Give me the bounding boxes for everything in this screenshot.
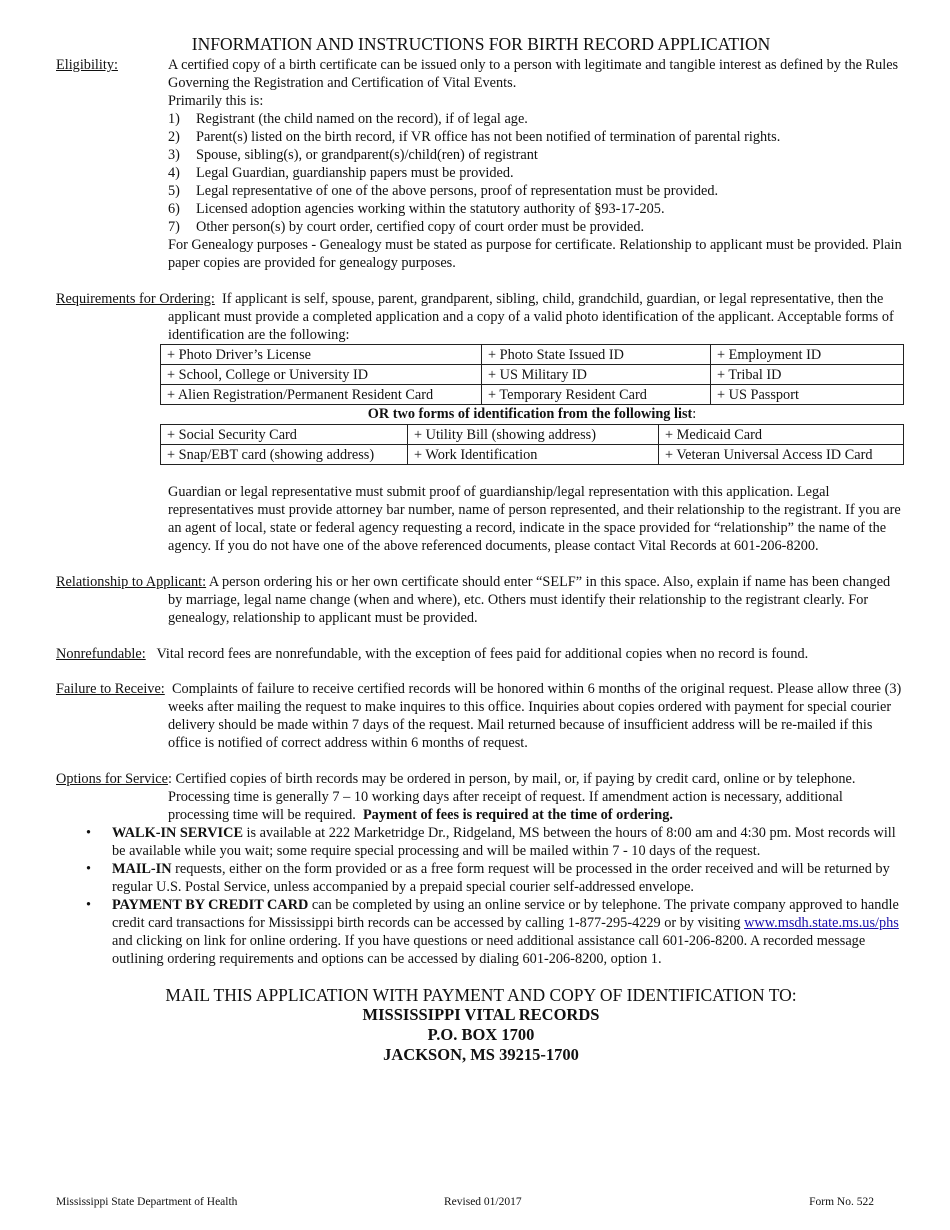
service-options-list — [56, 824, 906, 968]
list-item: 2) Parent(s) listed on the birth record, if VR office has not been notified of termination of parental rights. — [168, 129, 781, 145]
bullet-icon: • — [86, 825, 92, 841]
list-item: 6) Licensed adoption agencies working within the statutory authority of §93-17-205. — [168, 201, 665, 217]
options-label: Options for Service — [56, 771, 168, 787]
table-cell: + US Passport — [711, 385, 904, 405]
bullet-icon: • — [86, 861, 92, 877]
table-row — [161, 445, 904, 465]
footer-revised: Revised 01/2017 — [444, 1196, 522, 1208]
options-bold-text: Payment of fees is required at the time of ordering. — [362, 807, 673, 823]
eligibility-label: Eligibility: — [56, 57, 118, 73]
mail-po-box: P.O. BOX 1700 — [427, 1025, 535, 1044]
document-page — [56, 34, 906, 1065]
table-cell: + Veteran Universal Access ID Card — [659, 445, 904, 465]
list-item: • WALK-IN SERVICE is available at 222 Marketridge Dr., Ridgeland, MS between the hours of 8:00 am and 4:30 pm. Most records will be available while you wait; some require special processing and will be mailed within 7 - 10 days of the request. — [86, 825, 896, 859]
table-cell: + Photo State Issued ID — [482, 345, 711, 365]
msdh-website-link[interactable]: www.msdh.state.ms.us/phs — [744, 915, 899, 931]
guardian-paragraph: Guardian or legal representative must submit proof of guardianship/legal representation with this application. Legal representatives must provide attorney bar number, name of person represented, and their relationship to the registrant. If you are an agent of local, state or federal agency requesting a record, indicate in the space provided for “relationship” the name of the agency. If you do not have one of the above referenced documents, please contact Vital Records at 601-206-8200. — [168, 484, 901, 554]
mail-recipient: MISSISSIPPI VITAL RECORDS — [362, 1005, 600, 1024]
eligibility-list — [168, 110, 906, 236]
footer-department: Mississippi State Department of Health — [56, 1196, 238, 1208]
table-row — [161, 345, 904, 365]
table-cell: + Social Security Card — [161, 425, 408, 445]
eligibility-intro: A certified copy of a birth certificate can be issued only to a person with legitimate and tangible interest as defined by the Rules Governing the Registration and Certification of Vital Events. — [168, 57, 899, 91]
table-cell: + School, College or University ID — [161, 365, 482, 385]
list-item: 3) Spouse, sibling(s), or grandparent(s)/child(ren) of registrant — [168, 147, 538, 163]
table-cell: + Medicaid Card — [659, 425, 904, 445]
relationship-text: A person ordering his or her own certificate should enter “SELF” in this space. Also, explain if name has been changed by marriage, legal name change (when and where), etc. Others must identify their relationship to the registrant clearly. For genealogy, relationship to applicant must be provided. — [168, 574, 891, 626]
nonrefundable-text: Vital record fees are nonrefundable, with the exception of fees paid for additional copies when no record is found. — [156, 646, 809, 662]
list-item: • MAIL-IN requests, either on the form provided or as a free form request will be processed in the order received and will be returned by regular U.S. Postal Service, unless accompanied by a prepaid special courier self-addressed envelope. — [86, 861, 890, 895]
or-two-forms-line: OR two forms of identification from the following list: — [367, 406, 697, 422]
nonrefundable-section — [56, 645, 906, 663]
table-cell: + Utility Bill (showing address) — [408, 425, 659, 445]
table-cell: + Snap/EBT card (showing address) — [161, 445, 408, 465]
failure-label: Failure to Receive: — [56, 681, 165, 697]
eligibility-primarily: Primarily this is: — [168, 93, 264, 109]
nonrefundable-label: Nonrefundable: — [56, 646, 146, 662]
genealogy-note: For Genealogy purposes - Genealogy must be stated as purpose for certificate. Relationship to applicant must be provided. Plain paper copies are provided for genealogy purposes. — [168, 237, 902, 271]
table-cell: + US Military ID — [482, 365, 711, 385]
table-cell: + Temporary Resident Card — [482, 385, 711, 405]
table-cell: + Work Identification — [408, 445, 659, 465]
relationship-section — [56, 573, 906, 627]
mail-city-zip: JACKSON, MS 39215-1700 — [383, 1045, 579, 1064]
table-cell: + Photo Driver’s License — [161, 345, 482, 365]
relationship-label: Relationship to Applicant: — [56, 574, 207, 590]
requirements-text: If applicant is self, spouse, parent, grandparent, sibling, child, grandchild, guardian, or legal representative, then the applicant must provide a completed application and a copy of a valid photo identification of the applicant. Acceptable forms of identification are the following: — [168, 291, 894, 343]
table-cell: + Tribal ID — [711, 365, 904, 385]
mail-instruction: MAIL THIS APPLICATION WITH PAYMENT AND COPY OF IDENTIFICATION TO: — [165, 985, 797, 1005]
failure-section — [56, 680, 906, 752]
table-cell: + Employment ID — [711, 345, 904, 365]
mailing-address-block — [56, 985, 906, 1065]
list-item: 7) Other person(s) by court order, certified copy of court order must be provided. — [168, 219, 645, 235]
table-row — [161, 385, 904, 405]
eligibility-section — [56, 56, 906, 272]
requirements-section — [56, 290, 906, 555]
list-item: • PAYMENT BY CREDIT CARD can be completed by using an online service or by telephone. The private company approved to handle credit card transactions for Mississippi birth records can be accessed by calling 1-877-295-4229 or by visiting www.msdh.state.ms.us/phs and clicking on link for online ordering. If you have questions or need additional assistance call 601-206-8200. A recorded message outlining ordering requirements and options can be accessed by dialing 601-206-8200, option 1. — [86, 897, 899, 967]
options-text: : Certified copies of birth records may be ordered in person, by mail, or, if paying by credit card, online or by telephone. Processing time is generally 7 – 10 working days after receipt of request. If amendment action is necessary, additional processing time will be required. — [167, 771, 856, 823]
list-item: 4) Legal Guardian, guardianship papers must be provided. — [168, 165, 514, 181]
footer-form-number: Form No. 522 — [809, 1196, 874, 1208]
list-item: 1) Registrant (the child named on the record), if of legal age. — [168, 111, 528, 127]
failure-text: Complaints of failure to receive certified records will be honored within 6 months of the original request. Please allow three (3) weeks after mailing the request to make inquires to this office. Inquiries about copies ordered with payment for special courier delivery should be made within 7 days of the request. Mail returned because of insufficient address will be re-mailed if this office is notified of correct address within 6 months of request. — [168, 681, 902, 751]
photo-id-table — [160, 344, 904, 405]
bullet-icon: • — [86, 897, 92, 913]
table-row — [161, 425, 904, 445]
page-title: INFORMATION AND INSTRUCTIONS FOR BIRTH RECORD APPLICATION — [191, 34, 771, 54]
list-item: 5) Legal representative of one of the above persons, proof of representation must be provided. — [168, 183, 719, 199]
requirements-label: Requirements for Ordering: — [56, 291, 215, 307]
table-cell: + Alien Registration/Permanent Resident Card — [161, 385, 482, 405]
secondary-id-table — [160, 424, 904, 465]
table-row — [161, 365, 904, 385]
options-section — [56, 770, 906, 968]
